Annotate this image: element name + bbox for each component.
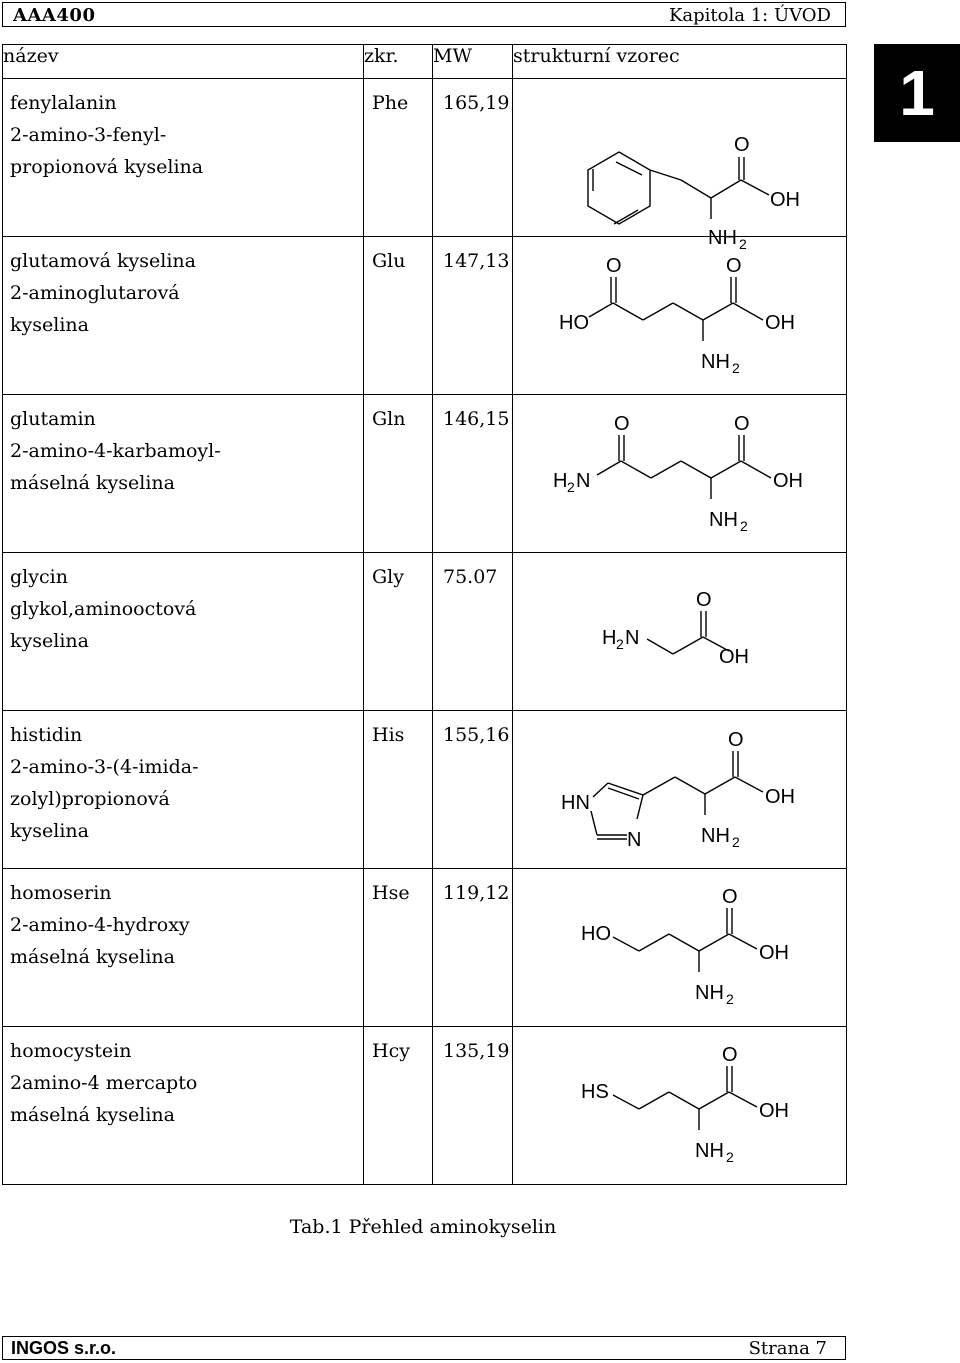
name-line: zolyl)propionová	[10, 788, 170, 810]
bond	[593, 783, 608, 797]
bond	[733, 303, 763, 320]
mw-cell	[433, 711, 513, 869]
name-line: kyselina	[10, 314, 89, 336]
cell-text: 119,12	[443, 882, 510, 904]
atom-label: N	[625, 627, 640, 649]
bond	[614, 210, 638, 224]
bond	[643, 777, 675, 795]
structure-glutamine	[513, 395, 847, 552]
cell-text: 147,13	[443, 250, 510, 272]
cell-text: Gln	[372, 408, 406, 430]
name-line: glycin	[10, 566, 68, 588]
atom-label: O	[722, 1044, 738, 1066]
bond	[741, 461, 771, 478]
table-row	[3, 1027, 847, 1185]
bond	[639, 1092, 669, 1109]
abbr-cell	[364, 1027, 433, 1185]
atom-label: O	[606, 255, 622, 277]
mw-cell	[433, 553, 513, 711]
atom-label: 2	[726, 991, 734, 1007]
atom-label: 2	[739, 236, 747, 252]
abbr-cell	[364, 237, 433, 395]
bond	[711, 180, 741, 198]
atom-label: HN	[561, 792, 590, 814]
atom-label: 2	[567, 479, 575, 495]
atom-label: OH	[770, 189, 800, 211]
name-line: histidin	[10, 724, 83, 746]
name-line: fenylalanin	[10, 92, 117, 114]
name-cell	[3, 237, 364, 395]
page-header	[2, 2, 846, 27]
atom-label: H	[553, 470, 568, 492]
atom-label: OH	[719, 646, 749, 668]
bond	[608, 788, 639, 799]
cell-text: 146,15	[443, 408, 510, 430]
bond	[643, 303, 673, 320]
structure-cell	[513, 869, 847, 1027]
atom-label: 2	[740, 518, 748, 534]
atom-label: 2	[732, 360, 740, 376]
name-line: glutamová kyselina	[10, 250, 196, 272]
bond	[675, 777, 705, 794]
atom-label: NH	[695, 982, 724, 1004]
name-line: 2-amino-4-karbamoyl-	[10, 440, 221, 462]
table-row	[3, 395, 847, 553]
cell-text: 155,16	[443, 724, 510, 746]
bond	[729, 934, 757, 949]
name-line: homoserin	[10, 882, 112, 904]
structure-histidine	[513, 711, 847, 868]
bond	[613, 1095, 639, 1109]
atom-label: OH	[765, 312, 795, 334]
page-number: Strana 7	[748, 1338, 827, 1359]
table-caption: Tab.1 Přehled aminokyselin	[289, 1216, 557, 1238]
bond	[669, 934, 699, 951]
bond	[681, 461, 711, 478]
bond	[621, 461, 651, 478]
cell-text: 165,19	[443, 92, 510, 114]
abbr-cell	[364, 395, 433, 553]
structure-cell	[513, 553, 847, 711]
bond	[703, 303, 733, 320]
atom-label: NH	[708, 227, 737, 249]
cell-text: Gly	[372, 566, 404, 588]
cell-text: 75.07	[443, 566, 498, 588]
cell-text: Hse	[372, 882, 410, 904]
bond	[647, 639, 673, 654]
bond	[741, 180, 769, 195]
structure-homoserine	[513, 869, 847, 1026]
atom-label: N	[576, 470, 591, 492]
bond	[639, 934, 669, 951]
name-line: 2-amino-4-hydroxy	[10, 914, 190, 936]
structure-glycine	[513, 553, 847, 710]
abbr-cell	[364, 553, 433, 711]
abbr-cell	[364, 79, 433, 237]
col-header-mw: MW	[433, 45, 513, 79]
name-line: máselná kyselina	[10, 472, 175, 494]
structure-phenylalanine	[513, 79, 847, 252]
atom-label: HS	[581, 1081, 609, 1103]
table-row	[3, 869, 847, 1027]
page-footer	[2, 1336, 846, 1360]
atom-label: NH	[695, 1140, 724, 1162]
atom-label: O	[728, 729, 744, 751]
abbr-cell	[364, 869, 433, 1027]
atom-label: 2	[732, 834, 740, 850]
bond	[591, 811, 597, 835]
name-line: propionová kyselina	[10, 156, 204, 178]
bond	[669, 1092, 699, 1109]
structure-glutamic-acid	[513, 237, 847, 394]
table-header-row	[3, 45, 847, 79]
amino-acid-table	[2, 44, 847, 1185]
chapter-tab: 1	[874, 44, 960, 142]
bond	[673, 303, 703, 320]
bond	[651, 461, 681, 478]
cell-text: 135,19	[443, 1040, 510, 1062]
atom-label: O	[722, 886, 738, 908]
name-line: kyselina	[10, 820, 89, 842]
atom-label: O	[734, 134, 750, 156]
bond	[729, 1092, 757, 1107]
structure-cell	[513, 711, 847, 869]
mw-cell	[433, 79, 513, 237]
atom-label: O	[726, 255, 742, 277]
atom-label: NH	[701, 825, 730, 847]
course-code: AAA400	[13, 5, 96, 26]
name-cell	[3, 711, 364, 869]
bond	[705, 777, 735, 794]
mw-cell	[433, 395, 513, 553]
structure-cell	[513, 1027, 847, 1185]
cell-text: Glu	[372, 250, 406, 272]
col-header-abbr: zkr.	[364, 45, 433, 79]
name-line: 2amino-4 mercapto	[10, 1072, 198, 1094]
bond	[673, 637, 703, 654]
name-cell	[3, 79, 364, 237]
atom-label: OH	[765, 786, 795, 808]
name-cell	[3, 553, 364, 711]
bond	[711, 461, 741, 478]
atom-label: 2	[616, 636, 624, 652]
structure-cell	[513, 237, 847, 395]
name-line: 2-amino-3-(4-imida-	[10, 756, 199, 778]
bond	[699, 934, 729, 951]
structure-homocysteine	[513, 1027, 847, 1184]
atom-label: N	[627, 829, 642, 851]
table-row	[3, 711, 847, 869]
bond	[589, 303, 613, 317]
atom-label: OH	[759, 942, 789, 964]
structure-cell	[513, 395, 847, 553]
name-line: máselná kyselina	[10, 946, 175, 968]
cell-text: Phe	[372, 92, 409, 114]
bond	[608, 783, 643, 795]
chapter-title: Kapitola 1: ÚVOD	[668, 5, 831, 26]
atom-label: HO	[581, 923, 611, 945]
bond	[650, 170, 681, 180]
atom-label: HO	[559, 312, 589, 334]
name-line: kyselina	[10, 630, 89, 652]
mw-cell	[433, 237, 513, 395]
atom-label: NH	[709, 509, 738, 531]
col-header-name: název	[3, 45, 364, 79]
company-name: INGOS s.r.o.	[11, 1338, 117, 1358]
bond	[613, 937, 639, 951]
bond	[699, 1092, 729, 1109]
cell-text: Hcy	[372, 1040, 410, 1062]
cell-text: His	[372, 724, 405, 746]
table-row	[3, 553, 847, 711]
bond	[597, 461, 621, 475]
name-line: máselná kyselina	[10, 1104, 175, 1126]
name-line: 2-amino-3-fenyl-	[10, 124, 167, 146]
name-cell	[3, 869, 364, 1027]
bond	[735, 777, 763, 792]
atom-label: OH	[759, 1100, 789, 1122]
bond	[613, 303, 643, 320]
atom-label: 2	[726, 1149, 734, 1165]
col-header-structure: strukturní vzorec	[513, 45, 847, 79]
name-line: 2-aminoglutarová	[10, 282, 180, 304]
name-cell	[3, 395, 364, 553]
name-cell	[3, 1027, 364, 1185]
mw-cell	[433, 869, 513, 1027]
atom-label: NH	[701, 351, 730, 373]
structure-cell	[513, 79, 847, 252]
atom-label: OH	[773, 470, 803, 492]
atom-label: H	[602, 627, 617, 649]
mw-cell	[433, 1027, 513, 1185]
bond	[616, 162, 642, 175]
table-row	[3, 79, 847, 237]
atom-label: O	[734, 413, 750, 435]
table-row	[3, 237, 847, 395]
name-line: glykol,aminooctová	[10, 598, 197, 620]
name-line: glutamin	[10, 408, 96, 430]
abbr-cell	[364, 711, 433, 869]
name-line: homocystein	[10, 1040, 132, 1062]
atom-label: O	[696, 589, 712, 611]
bond	[681, 180, 711, 198]
atom-label: O	[614, 413, 630, 435]
